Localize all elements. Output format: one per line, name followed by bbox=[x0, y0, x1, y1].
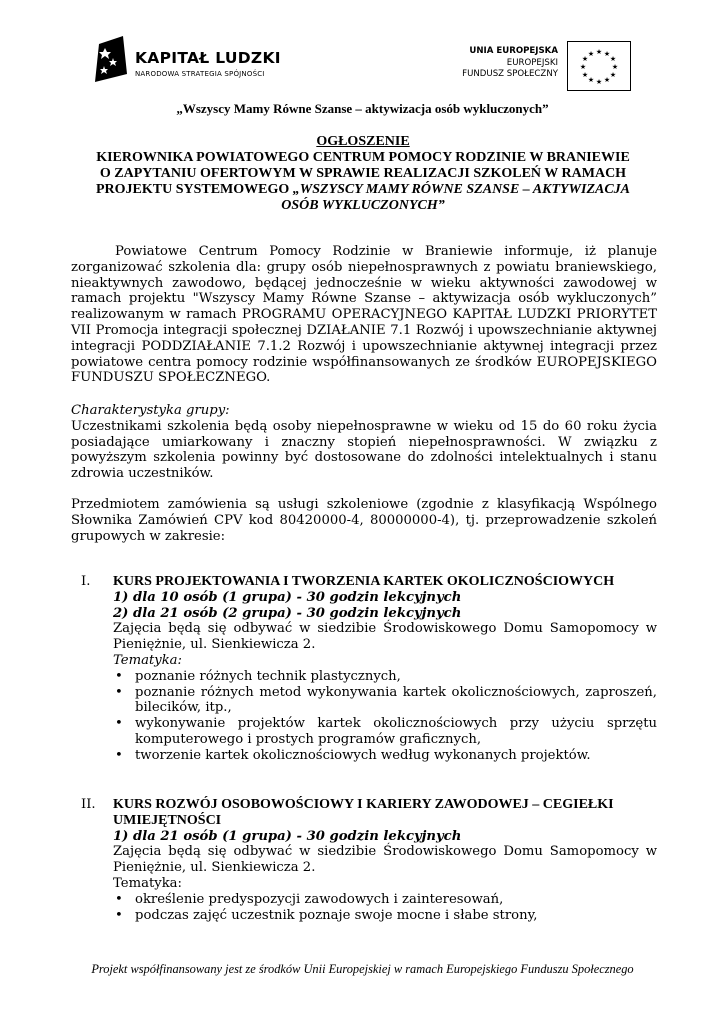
eu-line-2: EUROPEJSKI bbox=[506, 57, 558, 68]
heading-line-4 bbox=[70, 182, 656, 198]
section-2 bbox=[71, 797, 657, 923]
intro-section bbox=[71, 244, 657, 386]
list-item: • wykonywanie projektów kartek okolicznościowych przy użyciu sprzętu komputerowego i prostych programów graficznych, bbox=[113, 716, 657, 748]
section-1-topics-label: Tematyka: bbox=[113, 652, 182, 668]
group-section bbox=[71, 403, 657, 482]
section-1 bbox=[71, 574, 657, 764]
section-1-group-2: 2) dla 21 osób (2 grupa) - 30 godzin lekcyjnych bbox=[113, 605, 462, 621]
svg-text:★: ★ bbox=[587, 76, 595, 84]
intro-paragraph: Powiatowe Centrum Pomocy Rodzinie w Braniewie informuje, iż planuje zorganizować szkolenia dla: grupy osób niepełnosprawnych z powiatu braniewskiego, nieaktywnych zawodowo, będącej jednocześnie w wieku aktywności zawodowej w ramach projektu "Wszyscy Mamy Równe Szanse – aktywizacja osób wykluczonych” realizowanym w ramach PROGRAMU OPERACYJNEGO KAPITAŁ LUDZKI PRIORYTET VII Promocja integracji społecznej DZIAŁANIE 7.1 Rozwój i upowszechnianie aktywnej integracji PODDZIAŁANIE 7.1.2 Rozwój i upowszechnianie aktywnej integracji przez powiatowe centra pomocy rodzinie współfinansowanych ze środków EUROPEJSKIEGO FUNDUSZU SPOŁECZNEGO. bbox=[71, 244, 657, 386]
kapital-ludzki-logo bbox=[93, 34, 283, 89]
section-2-number: II. bbox=[81, 797, 96, 812]
svg-text:★: ★ bbox=[611, 63, 619, 71]
svg-text:★: ★ bbox=[581, 71, 589, 79]
kapital-ludzki-emblem-icon bbox=[93, 34, 129, 84]
project-subtitle: „Wszyscy Mamy Równe Szanse – aktywizacja osób wykluczonych” bbox=[176, 101, 549, 116]
list-item: • określenie predyspozycji zawodowych i zainteresowań, bbox=[113, 892, 657, 908]
heading-line-4a: PROJEKTU SYSTEMOWEGO bbox=[95, 182, 293, 197]
heading-title: OGŁOSZENIE bbox=[316, 134, 410, 149]
subject-paragraph: Przedmiotem zamówienia są usługi szkoleniowe (zgodnie z klasyfikacją Wspólnego Słownika Zamówień CPV kod 80420000-4, 80000000-4), tj. przeprowadzenie szkoleń grupowych w zakresie: bbox=[71, 497, 657, 544]
group-text: Uczestnikami szkolenia będą osoby niepełnosprawne w wieku od 15 do 60 roku życia posiadające umiarkowany i znaczny stopień niepełnosprawności. W związku z powyższym szkolenia powinny być dostosowane do zdolności intelektualnych i stanu zdrowia uczestników. bbox=[71, 418, 657, 482]
list-item: • poznanie różnych metod wykonywania kartek okolicznościowych, zaproszeń, bilecików, itp., bbox=[113, 685, 657, 717]
section-1-number: I. bbox=[81, 574, 91, 589]
heading-line-4b: „WSZYSCY MAMY RÓWNE SZANSE – AKTYWIZACJA bbox=[292, 182, 631, 197]
announcement-heading bbox=[70, 134, 656, 214]
heading-line-2: KIEROWNIKA POWIATOWEGO CENTRUM POMOCY RODZINIE W BRANIEWIE bbox=[96, 150, 630, 165]
svg-text:★: ★ bbox=[609, 55, 617, 63]
section-2-place: Zajęcia będą się odbywać w siedzibie Środowiskowego Domu Samopomocy w Pieniężnie, ul. Sienkiewicza 2. bbox=[113, 844, 657, 876]
section-2-group-1: 1) dla 21 osób (1 grupa) - 30 godzin lekcyjnych bbox=[113, 828, 462, 844]
heading-line-5: OSÓB WYKLUCZONYCH” bbox=[281, 198, 445, 213]
section-2-title: KURS ROZWÓJ OSOBOWOŚCIOWY I KARIERY ZAWODOWEJ – CEGIEŁKI UMIEJĘTNOŚCI bbox=[113, 797, 614, 828]
heading-line-3: O ZAPYTANIU OFERTOWYM W SPRAWIE REALIZACJI SZKOLEŃ W RAMACH bbox=[99, 166, 627, 181]
section-2-topics-label: Tematyka: bbox=[113, 875, 182, 891]
eu-line-1: UNIA EUROPEJSKA bbox=[469, 46, 558, 56]
svg-text:★: ★ bbox=[609, 71, 617, 79]
section-1-group-1: 1) dla 10 osób (1 grupa) - 30 godzin lekcyjnych bbox=[113, 589, 462, 605]
list-item: • poznanie różnych technik plastycznych, bbox=[113, 669, 657, 685]
svg-text:★: ★ bbox=[579, 63, 587, 71]
svg-text:★: ★ bbox=[595, 48, 603, 56]
svg-text:★: ★ bbox=[603, 76, 611, 84]
svg-text:★: ★ bbox=[587, 50, 595, 58]
eu-fund-label bbox=[440, 46, 558, 81]
kapital-ludzki-name: KAPITAŁ LUDZKI bbox=[135, 49, 281, 67]
eu-line-3: FUNDUSZ SPOŁECZNY bbox=[462, 69, 558, 79]
svg-text:★: ★ bbox=[581, 55, 589, 63]
section-2-topics bbox=[113, 892, 657, 924]
eu-flag-icon bbox=[567, 41, 631, 91]
kapital-ludzki-subtitle: NARODOWA STRATEGIA SPÓJNOŚCI bbox=[135, 70, 265, 78]
subject-section bbox=[71, 497, 657, 544]
list-item: • tworzenie kartek okolicznościowych według wykonanych projektów. bbox=[113, 748, 657, 764]
section-1-title: KURS PROJEKTOWANIA I TWORZENIA KARTEK OKOLICZNOŚCIOWYCH bbox=[113, 574, 615, 589]
section-1-topics bbox=[113, 669, 657, 764]
svg-text:★: ★ bbox=[603, 50, 611, 58]
group-label: Charakterystyka grupy: bbox=[71, 403, 230, 418]
svg-text:★: ★ bbox=[595, 78, 603, 86]
page-footer: Projekt współfinansowany jest ze środków Unii Europejskiej w ramach Europejskiego Funduszu Społecznego bbox=[91, 962, 634, 976]
list-item: • podczas zajęć uczestnik poznaje swoje mocne i słabe strony, bbox=[113, 908, 657, 924]
section-1-place: Zajęcia będą się odbywać w siedzibie Środowiskowego Domu Samopomocy w Pieniężnie, ul. Sienkiewicza 2. bbox=[113, 621, 657, 653]
